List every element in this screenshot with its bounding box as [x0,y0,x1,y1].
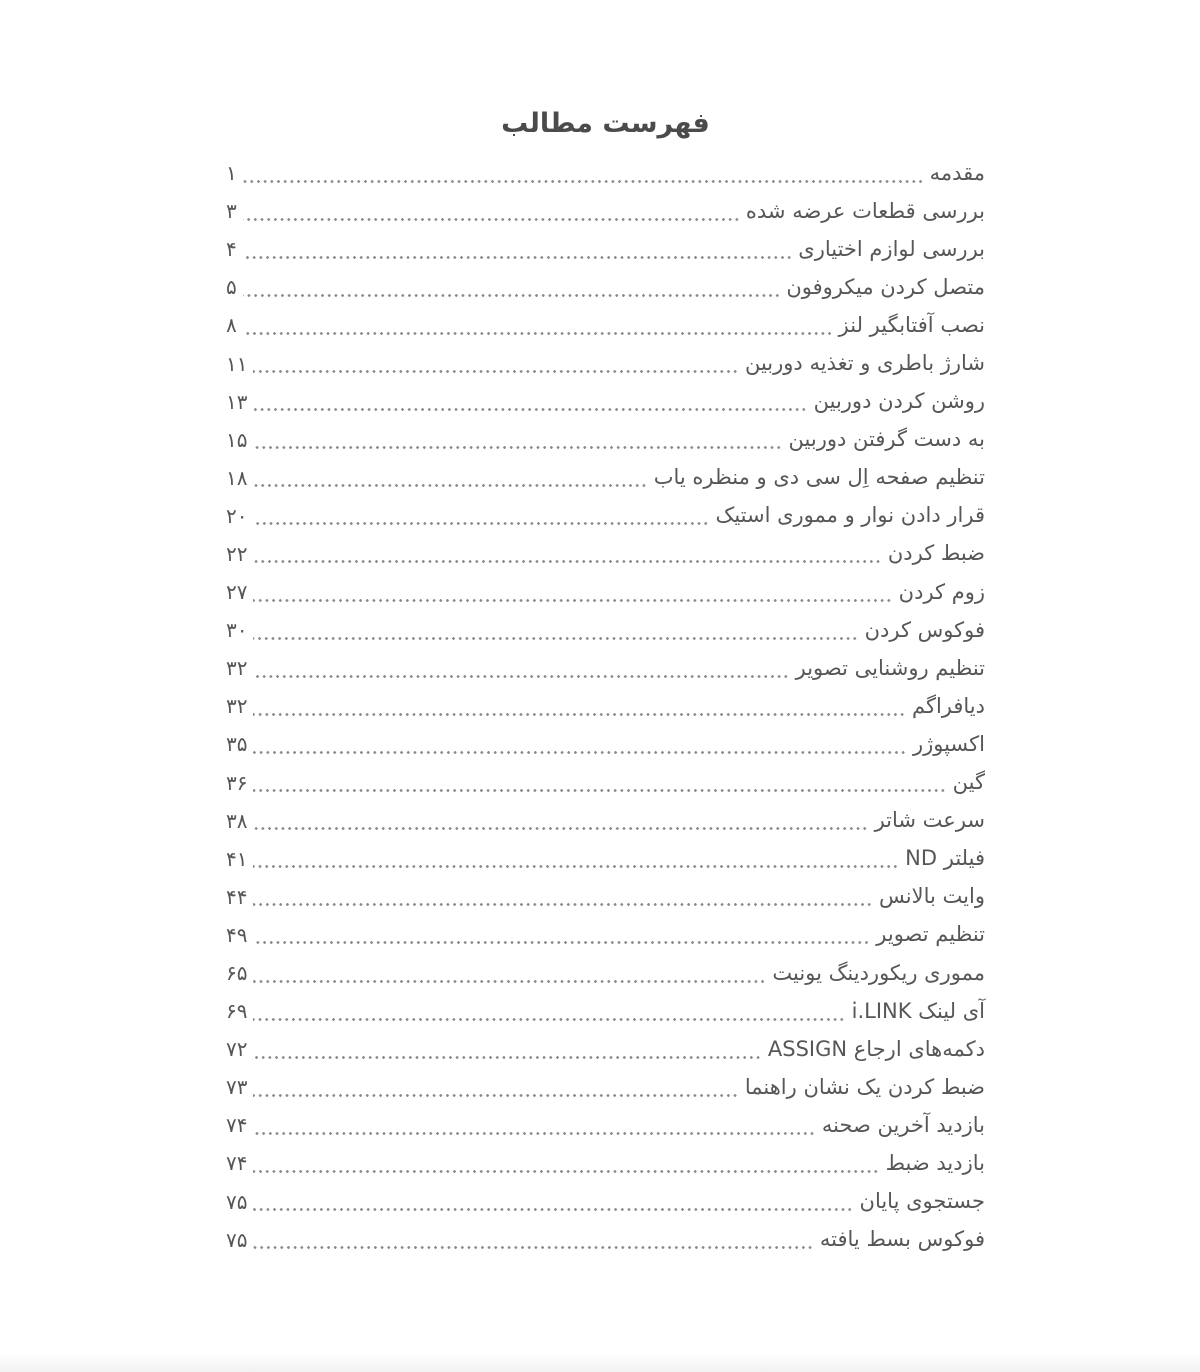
dot-leader [243,180,924,183]
toc-row [226,1221,985,1259]
dot-leader [253,1170,879,1173]
toc-entry-label: بازدید ضبط [885,1150,985,1175]
toc-row [226,1030,985,1068]
dot-leader [243,294,781,297]
page-number: ۸ [226,313,237,338]
toc-row [226,1144,985,1182]
page-number: ۷۵ [226,1189,248,1214]
toc-row [226,192,985,230]
page-number: ۷۲ [226,1037,248,1062]
toc-row [226,916,985,954]
toc-row [226,992,985,1030]
page-number: ۷۵ [226,1227,248,1252]
toc-entry-label: تنظیم تصویر [876,922,985,947]
page-number: ۲۷ [226,580,248,605]
page-number: ۴۴ [226,884,248,909]
toc-entry-label: بررسی لوازم اختیاری [798,236,985,261]
dot-leader [243,218,740,221]
page-number: ۳ [226,199,237,224]
page-number: ۷۳ [226,1075,248,1100]
page-number: ۶۹ [226,999,248,1024]
page-number: ۱ [226,161,237,186]
toc-row [226,573,985,611]
page-number: ۳۸ [226,808,248,833]
toc-entry-label: تنظیم صفحه اِل سی دی و منظره یاب [653,465,985,490]
toc-entry-label: آی لینک i.LINK [851,998,985,1023]
dot-leader [253,446,782,449]
page-number: ۶۵ [226,961,248,986]
toc-row [226,1106,985,1144]
toc-entry-label: جستجوی پایان [859,1189,985,1214]
toc-entry-label: اکسپوژر [912,731,985,756]
page-number: ۱۵ [226,427,248,452]
toc-entry-label: وایت بالانس [879,884,985,909]
toc-entry-label: زوم کردن [898,579,985,604]
toc-row [226,840,985,878]
toc-row [226,611,985,649]
toc-entry-label: مموری ریکوردینگ یونیت [772,960,985,985]
toc-row [226,764,985,802]
page-number: ۴۹ [226,922,248,947]
toc-entry-label: فیلتر ND [905,846,985,871]
dot-leader [253,560,881,563]
dot-leader [243,256,793,259]
toc-row [226,1183,985,1221]
dot-leader [253,980,766,983]
toc-row [226,344,985,382]
toc-entry-label: ضبط کردن [887,541,985,566]
toc-entry-label: به دست گرفتن دوربین [788,427,985,452]
toc-list [226,154,985,1259]
toc-row [226,268,985,306]
toc-row [226,421,985,459]
dot-leader [253,637,858,640]
toc-row [226,306,985,344]
page-number: ۱۸ [226,465,248,490]
dot-leader [253,1056,761,1059]
toc-entry-label: دکمه‌های ارجاع ASSIGN [767,1036,985,1061]
dot-leader [253,751,906,754]
toc-entry-label: گین [952,770,985,795]
dot-leader [253,370,739,373]
toc-entry-label: فوکوس کردن [864,617,985,642]
dot-leader [253,903,873,906]
toc-entry-label: سرعت شاتر [874,808,985,833]
scan-bottom-shadow [0,1354,1200,1372]
dot-leader [253,789,946,792]
toc-row [226,535,985,573]
toc-entry-label: شارژ باطری و تغذیه دوربین [744,351,985,376]
dot-leader [253,827,868,830]
toc-row [226,1068,985,1106]
page-number: ۴۱ [226,846,248,871]
toc-entry-label: دیافراگم [911,693,985,718]
toc-row [226,497,985,535]
toc-entry-label: ضبط کردن یک نشان راهنما [744,1074,985,1099]
dot-leader [253,1208,853,1211]
page-number: ۳۲ [226,694,248,719]
toc-entry-label: قرار دادن نوار و مموری استیک [715,503,985,528]
page-number: ۷۴ [226,1151,248,1176]
dot-leader [253,484,647,487]
page-number: ۱۳ [226,389,248,414]
page-number: ۳۵ [226,732,248,757]
toc-row [226,383,985,421]
toc-entry-label: تنظیم روشنایی تصویر [795,655,985,680]
toc-row [226,954,985,992]
dot-leader [253,1094,738,1097]
dot-leader [253,941,870,944]
toc-entry-label: نصب آفتابگیر لنز [838,312,985,337]
toc-row [226,725,985,763]
toc-row [226,459,985,497]
page-number: ۴ [226,237,237,262]
dot-leader [253,599,892,602]
page-number: ۱۱ [226,351,248,376]
dot-leader [253,1018,845,1021]
toc-page [226,0,985,1259]
toc-entry-label: فوکوس بسط یافته [819,1227,985,1252]
page-number: ۳۲ [226,656,248,681]
page-number: ۳۰ [226,618,248,643]
toc-entry-label: روشن کردن دوربین [813,389,985,414]
dot-leader [253,1132,815,1135]
dot-leader [243,332,833,335]
toc-row [226,878,985,916]
page-number: ۳۶ [226,770,248,795]
dot-leader [253,865,899,868]
dot-leader [253,522,709,525]
toc-row [226,649,985,687]
page-number: ۲۰ [226,503,248,528]
dot-leader [253,675,789,678]
toc-entry-label: بازدید آخرین صحنه [821,1112,985,1137]
toc-entry-label: مقدمه [929,160,985,185]
toc-entry-label: بررسی قطعات عرضه شده [745,198,985,223]
toc-row [226,687,985,725]
page-number: ۲۲ [226,541,248,566]
page-title: فهرست مطالب [501,108,710,139]
toc-entry-label: متصل کردن میکروفون [786,274,985,299]
toc-row [226,802,985,840]
dot-leader [253,408,807,411]
dot-leader [253,713,905,716]
toc-row [226,230,985,268]
page-number: ۷۴ [226,1113,248,1138]
toc-row [226,154,985,192]
page-number: ۵ [226,275,237,300]
dot-leader [253,1246,813,1249]
